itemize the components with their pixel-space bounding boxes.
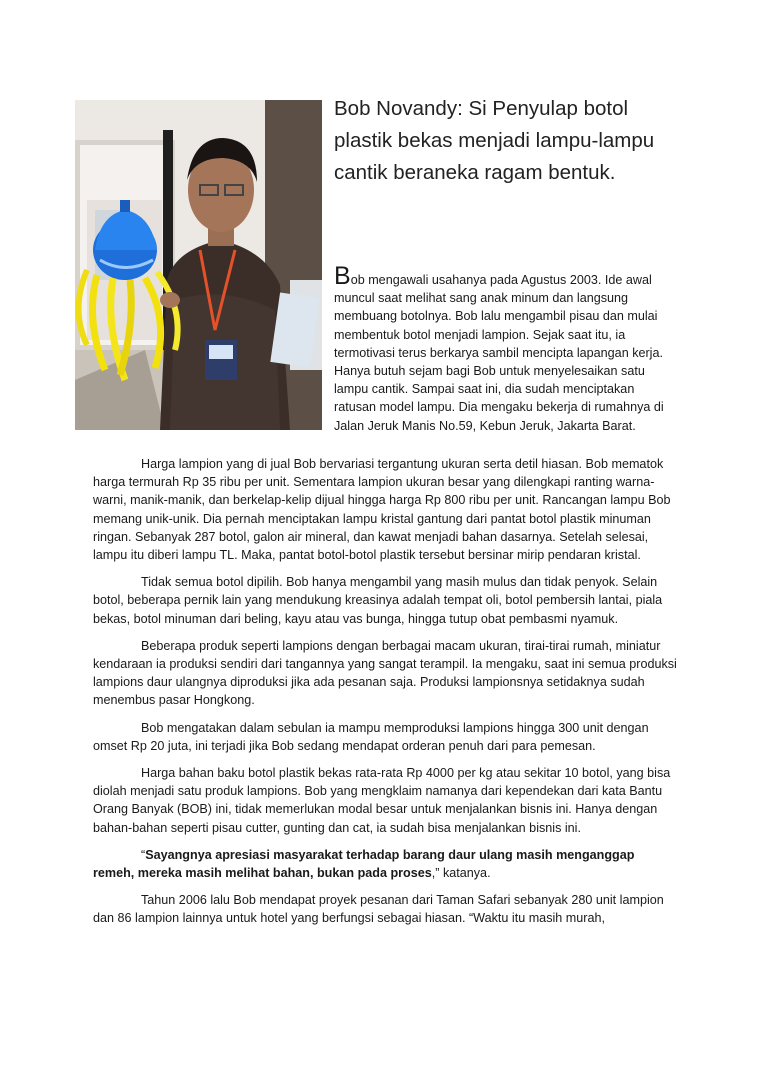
body-paragraph: Harga bahan baku botol plastik bekas rata-rata Rp 4000 per kg atau sekitar 10 botol, yang bisa diolah menjadi satu produk lampions. Bob yang mengklaim namanya dari kependekan dari kata Bantu Orang Banyak (BOB) ini, tidak memerlukan modal besar untuk menjalankan bisnis ini. Hanya dengan bahan-bahan seperti pisau cutter, gunting dan cat, ia sudah bisa menjalankan bisnis ini.	[93, 766, 671, 835]
intro-rest-text: muncul saat melihat sang anak minum dan langsung membuang botolnya. Bob lalu mengambil pisau dan mulai membentuk botol menjadi lampion. Sejak saat itu, ia termotivasi terus berkarya sambil mencipta lapangan kerja. Hanya butuh sejam bagi Bob untuk menyelesaikan satu lampu cantik. Sampai saat ini, dia sudah menciptakan ratusan model lampu. Dia mengaku bekerja di rumahnya di Jalan Jeruk Manis No.59, Kebun Jeruk, Jakarta Barat.	[334, 291, 664, 433]
intro-first-line	[334, 262, 679, 290]
article-title: Bob Novandy: Si Penyulap botol plastik bekas menjadi lampu-lampu cantik beraneka ragam bentuk.	[334, 97, 655, 184]
body-paragraph: Tahun 2006 lalu Bob mendapat proyek pesanan dari Taman Safari sebanyak 280 unit lampion dan 86 lampion lainnya untuk hotel yang berfungsi sebagai hiasan. “Waktu itu masih murah,	[93, 893, 664, 926]
quote-bold-text: Sayangnya apresiasi masyarakat terhadap barang daur ulang masih menganggap remeh, mereka masih melihat bahan, bukan pada proses	[93, 847, 635, 881]
drop-cap: B	[334, 262, 351, 290]
intro-first-line-text: ob mengawali usahanya pada Agustus 2003. Ide awal	[350, 273, 652, 287]
body-paragraph: Beberapa produk seperti lampions dengan berbagai macam ukuran, tirai-tirai rumah, miniatur kendaraan ia produksi sendiri dari tangannya yang sangat terampil. Ia mengaku, saat ini semua produksi lampions daur ulangnya diproduksi jika ada pesanan saja. Produksi lampionsnya setidaknya sudah menembus pasar Hongkong.	[93, 638, 677, 708]
body-paragraph: Tidak semua botol dipilih. Bob hanya mengambil yang masih mulus dan tidak penyok. Selain botol, beberapa pernik lain yang mendukung kreasinya adalah tempat oli, botol pembersih lantai, piala bekas, botol minuman dari beling, kayu atau vas bunga, hingga tutup obat pembasmi nyamuk.	[93, 575, 663, 626]
quote-attribution: ,” katanya.	[431, 866, 491, 881]
article-photo	[75, 100, 322, 430]
body-paragraph: Harga lampion yang di jual Bob bervariasi tergantung ukuran serta detil hiasan. Bob mematok harga termurah Rp 35 ribu per unit. Sementara lampion ukuran besar yang dilengkapi ranting warna-warni, manik-manik, dan berkelap-kelip dijual hingga harga Rp 800 ribu per unit. Rancangan lampu Bob memang unik-unik. Dia pernah menciptakan lampu kristal gantung dari pantat botol plastik minuman ringan. Sebanyak 287 botol, galon air mineral, dan kawat menjadi bahan dasarnya. Setelah selesai, lampu itu diberi lampu TL. Maka, pantat botol-botol plastik tersebut bersinar mirip pendaran kristal.	[93, 457, 671, 563]
body-paragraph: Bob mengatakan dalam sebulan ia mampu memproduksi lampions hingga 300 unit dengan omset Rp 20 juta, ini terjadi jika Bob sedang mendapat orderan penuh dari para pemesan.	[93, 720, 649, 753]
photo-bob-with-lamp	[75, 100, 322, 430]
intro-paragraph	[334, 262, 679, 435]
quote-paragraph	[93, 846, 677, 882]
quote-open-mark: “	[141, 847, 146, 862]
article-body	[93, 455, 677, 928]
